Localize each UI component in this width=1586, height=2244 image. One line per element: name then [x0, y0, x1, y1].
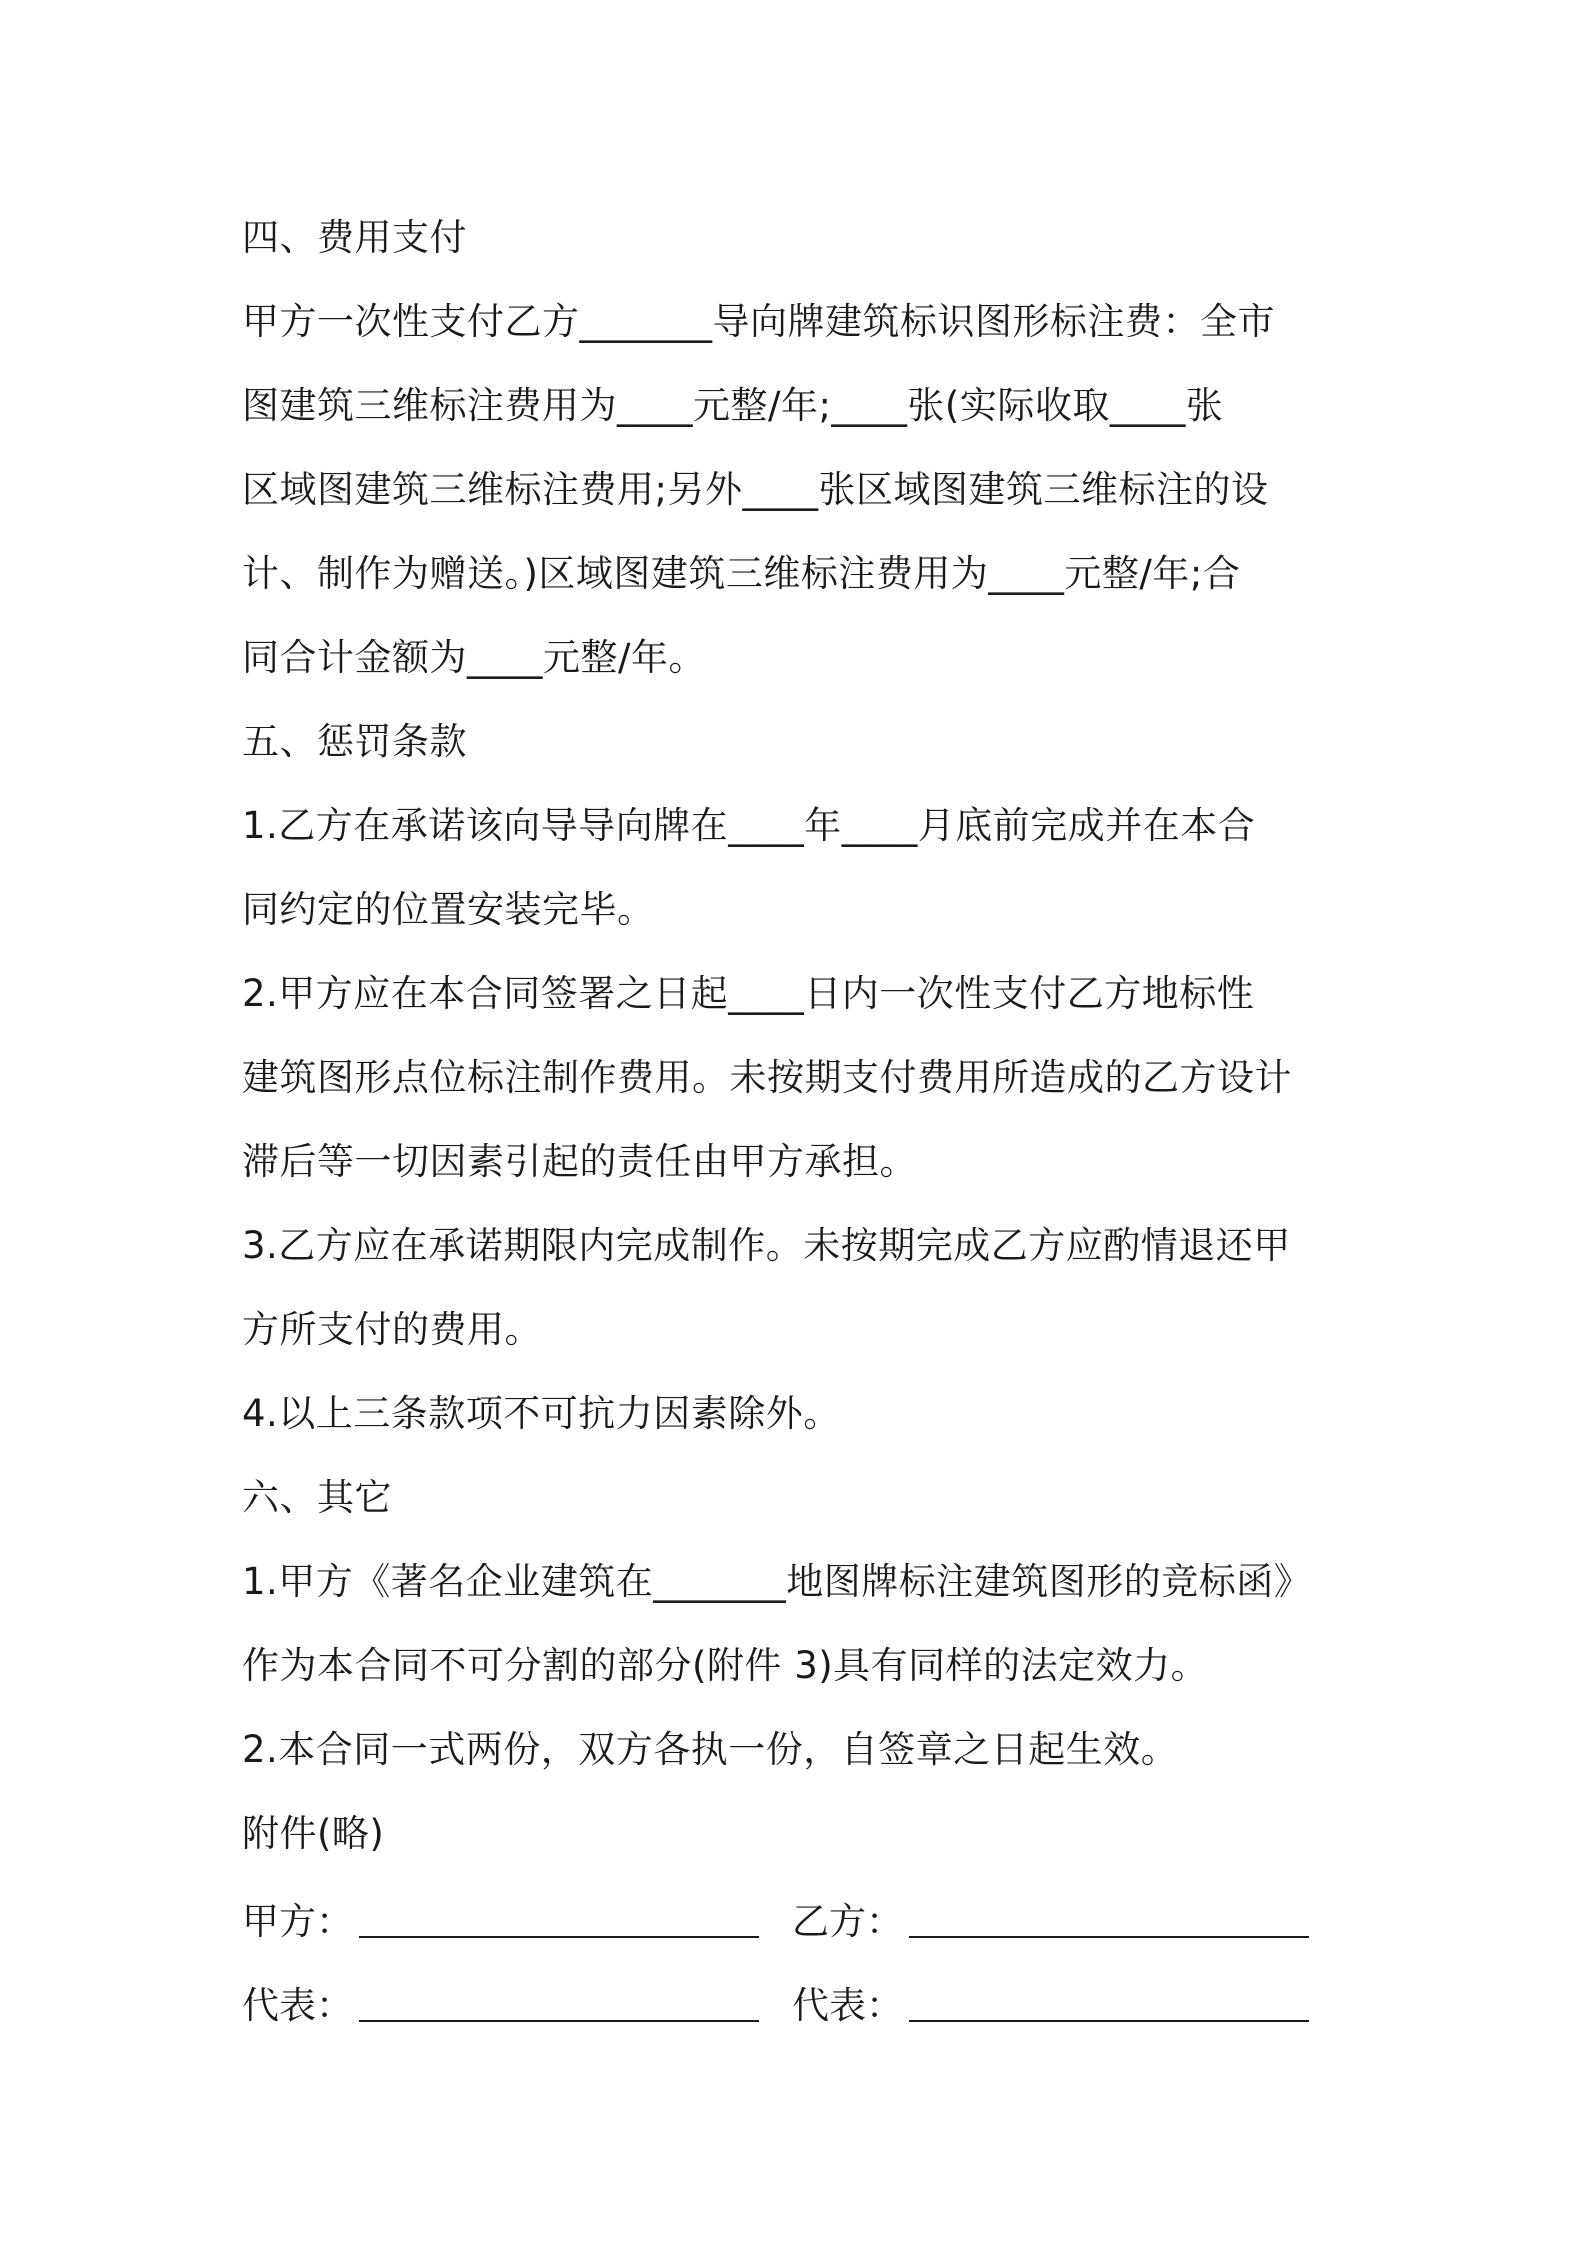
section-penalty	[242, 700, 1366, 1456]
section-heading: 六、其它	[242, 1476, 392, 1519]
paragraph-line: 建筑图形点位标注制作费用。未按期支付费用所造成的乙方设计	[242, 1056, 1292, 1099]
paragraph-line: 1.甲方《著名企业建筑在_______地图牌标注建筑图形的竞标函》	[242, 1560, 1312, 1603]
attachment-note: 附件(略)	[242, 1812, 385, 1855]
paragraph-line: 2.甲方应在本合同签署之日起____日内一次性支付乙方地标性	[242, 972, 1255, 1015]
section-fee	[242, 196, 1366, 700]
section-other	[242, 1456, 1366, 1876]
party-a-blank-line	[359, 1880, 759, 1938]
paragraph-line: 2.本合同一式两份，双方各执一份，自签章之日起生效。	[242, 1728, 1179, 1771]
signature-block	[242, 1880, 1366, 2048]
paragraph-line: 同合计金额为____元整/年。	[242, 636, 706, 679]
paragraph-line: 方所支付的费用。	[242, 1308, 542, 1351]
rep-a-signature	[242, 1964, 792, 2048]
party-b-label: 乙方：	[792, 1900, 903, 1943]
party-a-label: 甲方：	[242, 1900, 353, 1943]
paragraph-line: 作为本合同不可分割的部分(附件 3)具有同样的法定效力。	[242, 1644, 1209, 1687]
party-a-signature	[242, 1880, 792, 1964]
rep-b-signature	[792, 1964, 1342, 2048]
paragraph-line: 4.以上三条款项不可抗力因素除外。	[242, 1392, 841, 1435]
paragraph-line: 计、制作为赠送。)区域图建筑三维标注费用为____元整/年;合	[242, 552, 1241, 595]
paragraph-line: 同约定的位置安装完毕。	[242, 888, 655, 931]
rep-a-blank-line	[359, 1964, 759, 2022]
paragraph-line: 滞后等一切因素引起的责任由甲方承担。	[242, 1140, 917, 1183]
paragraph-line: 1.乙方在承诺该向导导向牌在____年____月底前完成并在本合	[242, 804, 1256, 847]
paragraph-line: 3.乙方应在承诺期限内完成制作。未按期完成乙方应酌情退还甲	[242, 1224, 1291, 1267]
paragraph-line: 图建筑三维标注费用为____元整/年;____张(实际收取____张	[242, 384, 1224, 427]
signature-row-party	[242, 1880, 1366, 1964]
paragraph-line: 甲方一次性支付乙方_______导向牌建筑标识图形标注费：全市	[242, 300, 1275, 343]
rep-b-label: 代表：	[792, 1984, 903, 2027]
rep-a-label: 代表：	[242, 1984, 353, 2027]
signature-row-representative	[242, 1964, 1366, 2048]
section-heading: 五、惩罚条款	[242, 720, 467, 763]
party-b-blank-line	[909, 1880, 1309, 1938]
paragraph-line: 区域图建筑三维标注费用;另外____张区域图建筑三维标注的设	[242, 468, 1269, 511]
party-b-signature	[792, 1880, 1342, 1964]
rep-b-blank-line	[909, 1964, 1309, 2022]
section-heading: 四、费用支付	[242, 216, 467, 259]
